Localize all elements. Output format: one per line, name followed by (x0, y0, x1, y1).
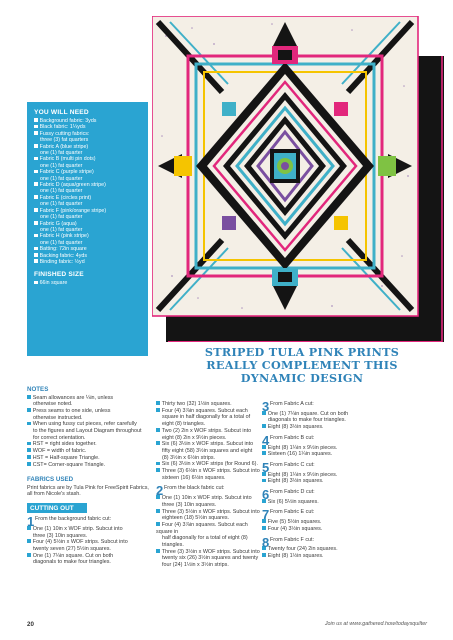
headline: STRIPED TULA PINK PRINTS REALLY COMPLEMENT THIS DYNAMIC DESIGN (204, 345, 400, 385)
footer-note: Join us at www.gathered.how/todaysquilter (324, 621, 427, 627)
cut-item: Four (4) 5½in x WOF strips. Subcut into twenty seven (27) 5½in squares. (27, 539, 149, 552)
supply-item: Fabric B (multi pin dots) one (1) fat quarter (34, 156, 142, 169)
step-lead: From Fabric E cut: (270, 509, 315, 516)
cut-item: Four (4) 3⅞in squares. Subcut each square in half diagonally for a total of eight (8) triangles. (156, 521, 248, 549)
page-number: 20 (27, 621, 34, 628)
middle-column (156, 401, 260, 569)
cut-item: Twenty four (24) 2in squares. (262, 546, 370, 553)
cut-item: Three (3) 6½in x WOF strips. Subcut into sixteen (16) 6½in squares. (156, 468, 260, 481)
step-lead: From Fabric B cut: (270, 434, 315, 441)
note-item: HST = Half-square Triangle. (27, 455, 149, 462)
note-item: Seam allowances are ¼in, unless otherwise noted. (27, 395, 149, 408)
step-number: 5 (262, 459, 270, 475)
step-1 (27, 514, 149, 530)
step-number: 6 (262, 487, 270, 503)
finished-size-title: FINISHED SIZE (34, 271, 84, 279)
step-number: 3 (262, 399, 270, 414)
step-lead: From Fabric C cut: (270, 461, 315, 468)
supply-list (34, 118, 142, 265)
cut-item: Two (2) 2in x WOF strips. Subcut into eight (8) 2in x 9½in pieces. (156, 428, 260, 441)
cut-item: Four (4) 3½in squares. (262, 526, 370, 533)
cut-item: Eight (8) 1¼in x 9½in pieces. (262, 445, 370, 452)
cutting-out-heading: CUTTING OUT (27, 503, 87, 513)
cut-item: One (1) 10in x WOF strip. Subcut into three (3) 10in squares. (27, 526, 149, 539)
cut-item: Five (5) 5½in squares. (262, 519, 370, 526)
step-number: 4 (262, 432, 270, 448)
step-lead: From Fabric F cut: (270, 536, 315, 543)
supply-item: Fabric G (aqua) one (1) fat quarter (34, 221, 142, 234)
cut-item: One (1) 7¼in square. Cut on both diagonals to make four triangles. (262, 411, 370, 424)
step-lead: From Fabric A cut: (270, 401, 314, 407)
cut-item: Thirty two (32) 1½in squares. (156, 401, 260, 408)
step-number: 1 (27, 514, 35, 530)
supply-item: Fussy cutting fabrics: three (3) fat quarters (34, 131, 142, 144)
step-number: 8 (262, 534, 270, 550)
note-item: WOF = width of fabric. (27, 448, 149, 455)
you-will-need-box (27, 102, 148, 356)
supply-item: Fabric E (circles print) one (1) fat quarter (34, 195, 142, 208)
cut-item: Eight (8) 3½in squares. (262, 424, 370, 431)
supply-item: Fabric A (blue stripe) one (1) fat quarter (34, 144, 142, 157)
cut-item: Four (4) 3⅞in squares. Subcut each square in half diagonally for a total of eight (8) triangles. (156, 408, 260, 428)
notes-heading: NOTES (27, 386, 49, 393)
right-column (262, 401, 370, 560)
supply-item: Batting: 72in square (34, 246, 142, 252)
note-item: Press seams to one side, unless otherwise instructed. (27, 408, 149, 421)
supply-item: Fabric C (purple stripe) one (1) fat quarter (34, 169, 142, 182)
cut-item: Eight (8) 1¼in x 9½in pieces. (262, 472, 370, 479)
cut-item: Sixteen (16) 1¼in squares. (262, 451, 370, 458)
cut-item: Six (6) 3½in x WOF strips (for Round 6). (156, 461, 260, 468)
cut-item: One (1) 10in x WOF strip. Subcut into three (3) 10in squares. (156, 495, 260, 508)
finished-size-item: 66in square (34, 280, 142, 286)
step-lead: From Fabric D cut: (270, 489, 315, 496)
cut-item: Three (3) 3½in x WOF strips. Subcut into twenty six (26) 3½in squares and twenty four (24) 1½in x 3½in strips. (156, 549, 260, 569)
cut-item: Six (6) 3½in x WOF strips. Subcut into fifty eight (58) 3½in squares and eight (8) 3½in x 6½in strips. (156, 441, 260, 461)
note-item: CST= Corner-square Triangle. (27, 462, 149, 469)
step-lead: From the black fabric cut: (164, 485, 225, 492)
supply-item: Backing fabric: 4yds (34, 253, 142, 259)
step-lead: From the background fabric cut: (35, 516, 112, 523)
note-item: When using fussy cut pieces, refer carefully to the figures and Layout Diagram throughout for correct orientation. (27, 421, 149, 441)
supply-item: Black fabric: 1¼yds (34, 124, 142, 130)
cut-item: One (1) 7¼in square. Cut on both diagonals to make four triangles. (27, 553, 149, 566)
cut-item: Eight (8) 1½in squares. (262, 553, 370, 560)
note-item: RST = right sides together. (27, 441, 149, 448)
step-3 (262, 399, 370, 414)
notes-list (27, 395, 149, 469)
cut-item: Eight (8) 3½in squares. (262, 478, 370, 485)
cut-item: Six (6) 5½in squares. (262, 499, 370, 506)
step-2 (156, 483, 260, 499)
fabrics-used-text: Print fabrics are by Tula Pink for FreeSpirit Fabrics, all from Nicole's stash. (27, 484, 149, 498)
supply-item: Binding fabric: ½yd (34, 259, 142, 265)
you-will-need-title: YOU WILL NEED (34, 109, 89, 116)
left-column (27, 386, 149, 566)
supply-item: Background fabric: 3yds (34, 118, 142, 124)
supply-item: Fabric H (pink stripe) one (1) fat quarter (34, 233, 142, 246)
supply-item: Fabric F (pink/orange stripe) one (1) fat quarter (34, 208, 142, 221)
cut-item: Three (3) 5½in x WOF strips. Subcut into eighteen (18) 5½in squares. (156, 509, 260, 522)
fabrics-used-heading: FABRICS USED (27, 476, 74, 484)
step-number: 7 (262, 507, 270, 523)
step-number: 2 (156, 483, 164, 499)
quilt-photo (152, 16, 444, 342)
supply-item: Fabric D (aqua/green stripe) one (1) fat quarter (34, 182, 142, 195)
